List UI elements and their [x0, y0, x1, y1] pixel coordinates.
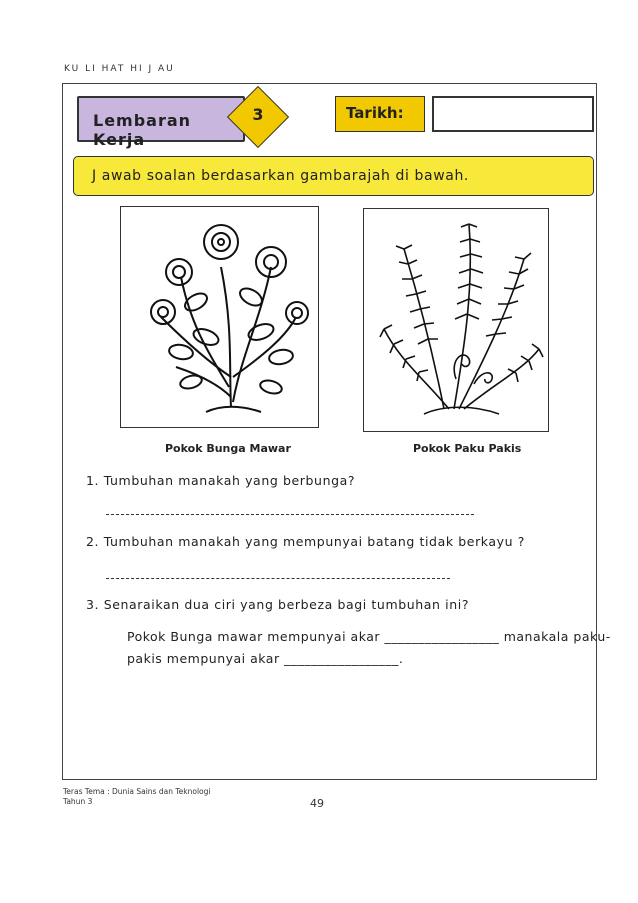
- page-number: 49: [310, 797, 324, 810]
- question-3: 3. Senaraikan dua ciri yang berbeza bagi tumbuhan ini?: [86, 597, 470, 612]
- answer-sentence-line-2: pakis mempunyai akar _________________.: [127, 651, 404, 666]
- date-label: Tarikh:: [346, 104, 404, 122]
- fern-picture: [363, 208, 549, 432]
- rose-caption: Pokok Bunga Mawar: [165, 442, 291, 455]
- date-field[interactable]: [432, 96, 594, 132]
- worksheet-number: 3: [252, 105, 264, 124]
- question-2: 2. Tumbuhan manakah yang mempunyai batang tidak berkayu ?: [86, 534, 526, 549]
- rose-plant-icon: [121, 207, 320, 429]
- worksheet-tag: [77, 96, 245, 149]
- instruction-banner: [73, 156, 594, 196]
- instruction-text: J awab soalan berdasarkan gambarajah di bawah.: [92, 168, 469, 184]
- answer-sentence-line-1: Pokok Bunga mawar mempunyai akar _________________ manakala paku-: [127, 629, 611, 644]
- answer-line-2[interactable]: [106, 578, 450, 579]
- footer-theme: Teras Tema : Dunia Sains dan Teknologi: [63, 787, 211, 796]
- header-label: KU LI HAT HI J AU: [64, 64, 175, 74]
- question-1: 1. Tumbuhan manakah yang berbunga?: [86, 473, 356, 488]
- footer-year: Tahun 3: [63, 797, 93, 806]
- fern-caption: Pokok Paku Pakis: [413, 442, 522, 455]
- rose-picture: [120, 206, 319, 428]
- fern-plant-icon: [364, 209, 550, 433]
- date-label-box: [335, 96, 425, 132]
- worksheet-tag-label: Lembaran Kerja: [93, 111, 192, 149]
- answer-line-1[interactable]: [106, 514, 474, 515]
